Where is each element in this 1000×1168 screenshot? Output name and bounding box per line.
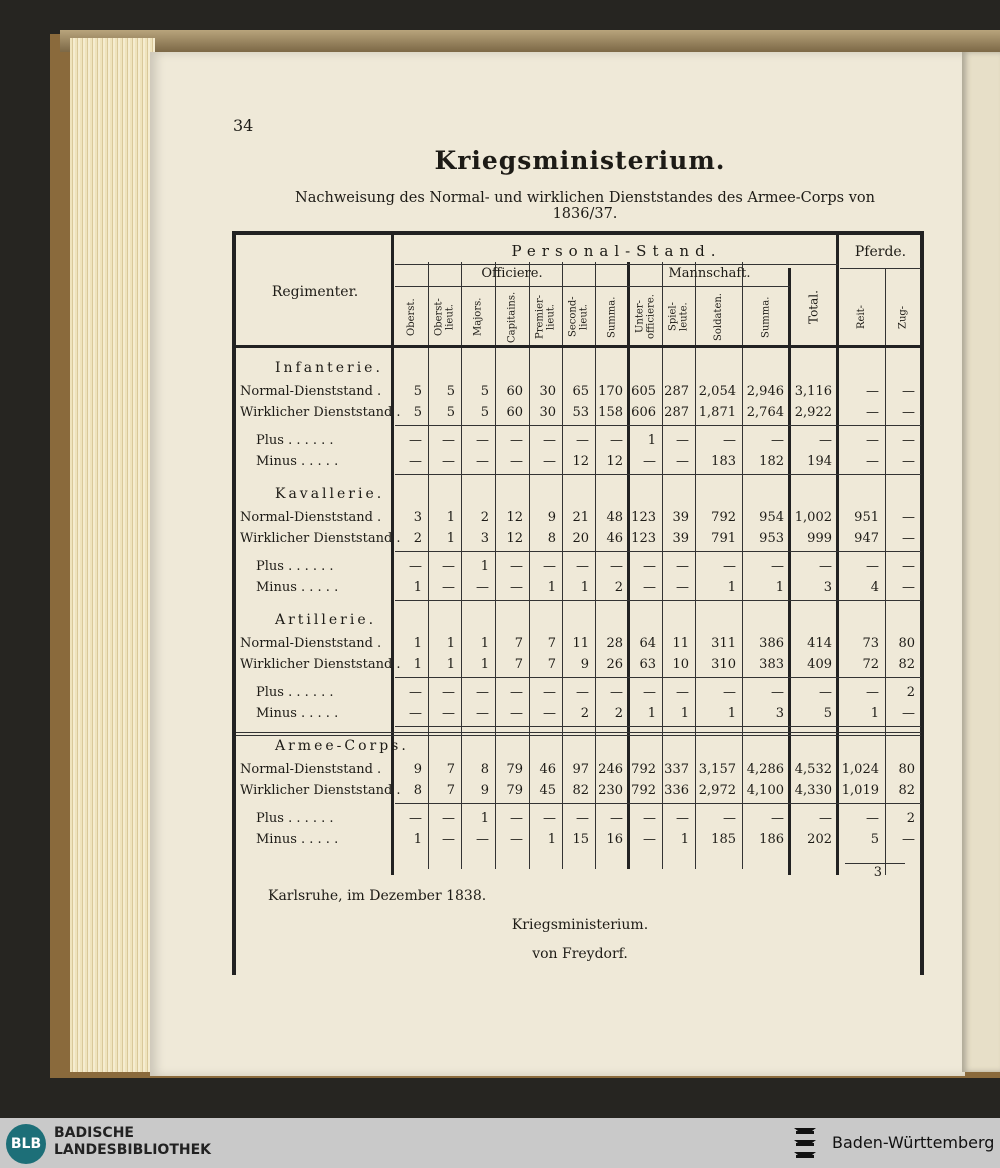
- cell-value: 2,764: [746, 404, 784, 420]
- cell-value: —: [902, 384, 915, 399]
- cell-value: 30: [539, 404, 556, 420]
- cell-value: —: [902, 453, 915, 469]
- cell-value: —: [866, 559, 879, 574]
- cell-value: 82: [572, 782, 589, 798]
- cell-value: 5: [446, 384, 455, 399]
- column-head: Summa.: [606, 296, 618, 338]
- cell-value: 183: [711, 453, 736, 469]
- cell-value: 186: [759, 831, 784, 847]
- column-head: Reit-: [856, 304, 867, 330]
- cell-value: 12: [572, 453, 589, 469]
- cell-value: 1: [480, 636, 489, 651]
- cell-value: 2,922: [794, 404, 832, 420]
- cell-value: 9: [547, 510, 556, 525]
- cell-value: 3: [823, 579, 832, 595]
- header-mannschaft: Mannschaft.: [668, 266, 751, 281]
- cell-value: —: [771, 559, 784, 574]
- page-title: Kriegsministerium.: [434, 146, 726, 175]
- cell-value: —: [723, 811, 736, 826]
- cell-value: 414: [807, 636, 832, 651]
- cell-value: 82: [898, 782, 915, 798]
- cell-value: 4: [870, 579, 879, 595]
- cell-value: —: [476, 705, 489, 721]
- cell-value: 287: [664, 404, 689, 420]
- cell-value: 246: [598, 762, 623, 777]
- cell-value: —: [866, 404, 879, 420]
- cell-value: 5: [413, 404, 422, 420]
- cell-value: 28: [606, 636, 623, 651]
- cell-value: —: [902, 530, 915, 546]
- cell-value: —: [409, 433, 422, 448]
- cell-value: —: [723, 559, 736, 574]
- cell-value: 1: [547, 579, 556, 595]
- cell-value: 4,532: [794, 762, 832, 777]
- cell-value: —: [643, 579, 656, 595]
- blb-line-2: LANDESBIBLIOTHEK: [54, 1142, 212, 1158]
- row-rule: [395, 425, 921, 426]
- cell-value: 2,972: [698, 782, 736, 798]
- cell-value: —: [510, 685, 523, 700]
- cell-value: 64: [639, 636, 656, 651]
- cell-value: 1: [446, 656, 455, 672]
- cell-value: 1,002: [794, 510, 832, 525]
- cell-value: —: [643, 685, 656, 700]
- header-personal: Personal-Stand.: [511, 242, 722, 260]
- section-rule: [236, 732, 921, 736]
- cell-value: —: [676, 685, 689, 700]
- row-label: Plus . . . . . .: [256, 685, 334, 700]
- column-head: Majors.: [472, 297, 484, 337]
- cell-value: 1,019: [841, 782, 879, 798]
- cell-value: 3,157: [698, 762, 736, 777]
- cell-value: —: [576, 559, 589, 574]
- column-head: Capitains.: [506, 291, 518, 343]
- cell-value: 1: [580, 579, 589, 595]
- cell-value: 7: [547, 656, 556, 672]
- cell-value: 3,116: [794, 384, 832, 399]
- cell-value: —: [723, 685, 736, 700]
- cell-value: 383: [759, 656, 784, 672]
- cell-value: 2: [614, 579, 623, 595]
- cell-value: 5: [413, 384, 422, 399]
- cell-value: 202: [807, 831, 832, 847]
- cell-value: —: [409, 705, 422, 721]
- cell-value: 5: [823, 705, 832, 721]
- column-head: Premier-lieut.: [534, 294, 557, 340]
- cell-value: 287: [664, 384, 689, 399]
- cell-value: 8: [547, 530, 556, 546]
- column-head: Unter-officiere.: [634, 294, 657, 340]
- cell-value: —: [476, 831, 489, 847]
- column-head: Spiel-leute.: [667, 302, 690, 332]
- cell-value: 1,024: [841, 762, 879, 777]
- cell-value: —: [476, 685, 489, 700]
- cell-value: 46: [539, 762, 556, 777]
- header-pferde: Pferde.: [854, 244, 907, 260]
- cell-value: 123: [631, 530, 656, 546]
- cell-value: —: [543, 453, 556, 469]
- cell-value: 2,054: [698, 384, 736, 399]
- cell-value: —: [610, 559, 623, 574]
- section-title: Artillerie.: [275, 612, 377, 628]
- cell-value: 7: [514, 636, 523, 651]
- cell-value: 336: [664, 782, 689, 798]
- section-title: Infanterie.: [275, 360, 383, 376]
- page-edges: [70, 38, 155, 1072]
- cell-value: —: [819, 685, 832, 700]
- cell-value: 2: [413, 530, 422, 546]
- cell-value: 1: [480, 559, 489, 574]
- cell-value: 311: [711, 636, 736, 651]
- cell-value: —: [866, 433, 879, 448]
- column-head: Total.: [806, 290, 821, 324]
- cell-value: —: [510, 559, 523, 574]
- cell-value: 72: [862, 656, 879, 672]
- cell-value: —: [676, 433, 689, 448]
- row-label: Plus . . . . . .: [256, 433, 334, 448]
- cell-value: 2: [480, 510, 489, 525]
- row-label: Minus . . . . .: [256, 453, 339, 469]
- pferde-underline: [845, 863, 905, 864]
- cell-value: 65: [572, 384, 589, 399]
- row-label: Normal-Dienststand .: [240, 510, 382, 525]
- cell-value: —: [576, 433, 589, 448]
- cell-value: 7: [446, 762, 455, 777]
- cell-value: 947: [854, 530, 879, 546]
- cell-value: —: [902, 404, 915, 420]
- cell-value: —: [819, 811, 832, 826]
- cell-value: —: [902, 831, 915, 847]
- cell-value: —: [676, 579, 689, 595]
- cell-value: —: [476, 433, 489, 448]
- row-label: Minus . . . . .: [256, 705, 339, 721]
- cell-value: —: [819, 433, 832, 448]
- rule-label-divider: [391, 235, 394, 875]
- cell-value: —: [476, 453, 489, 469]
- cell-value: —: [543, 811, 556, 826]
- cell-value: 39: [672, 530, 689, 546]
- cell-value: —: [676, 559, 689, 574]
- cell-value: 26: [606, 656, 623, 672]
- cell-value: —: [510, 705, 523, 721]
- cell-value: 4,330: [794, 782, 832, 798]
- section-title: Kavallerie.: [275, 486, 385, 502]
- cell-value: 21: [572, 510, 589, 525]
- cell-value: 158: [598, 404, 623, 420]
- table-frame: [232, 231, 924, 975]
- header-regiments: Regimenter.: [271, 284, 359, 300]
- cell-value: —: [442, 433, 455, 448]
- cell-value: 10: [672, 656, 689, 672]
- cell-value: 39: [672, 510, 689, 525]
- row-label: Normal-Dienststand .: [240, 384, 382, 399]
- cell-value: 7: [514, 656, 523, 672]
- column-head: Zug-: [897, 305, 909, 329]
- section-title: Armee-Corps.: [275, 738, 409, 754]
- row-label: Plus . . . . . .: [256, 559, 334, 574]
- cell-value: 7: [547, 636, 556, 651]
- cell-value: —: [576, 811, 589, 826]
- cell-value: —: [866, 384, 879, 399]
- column-head: Soldaten.: [713, 293, 724, 341]
- row-label: Wirklicher Dienststand .: [240, 530, 401, 546]
- cell-value: 792: [631, 762, 656, 777]
- cell-value: 3: [775, 705, 784, 721]
- column-head: Summa.: [760, 296, 772, 338]
- cell-value: 12: [506, 510, 523, 525]
- cell-value: 5: [480, 384, 489, 399]
- cell-value: 11: [672, 636, 689, 651]
- header-officiere: Officiere.: [481, 266, 543, 281]
- cell-value: 12: [506, 530, 523, 546]
- cell-value: —: [409, 559, 422, 574]
- cell-value: 3: [480, 530, 489, 546]
- cell-value: —: [643, 559, 656, 574]
- rule-header-bottom: [236, 345, 921, 348]
- cell-value: 5: [446, 404, 455, 420]
- cell-value: 1: [413, 831, 422, 847]
- cell-value: —: [442, 811, 455, 826]
- cell-value: —: [902, 559, 915, 574]
- cell-value: 30: [539, 384, 556, 399]
- cell-value: 170: [598, 384, 623, 399]
- cell-value: 2,946: [746, 384, 784, 399]
- bw-label[interactable]: Baden-Württemberg: [832, 1133, 995, 1152]
- column-head: Oberst-lieut.: [433, 298, 456, 336]
- cell-value: 97: [572, 762, 589, 777]
- cell-value: —: [442, 831, 455, 847]
- cell-value: 9: [480, 782, 489, 798]
- cell-value: 953: [759, 530, 784, 546]
- cell-value: 15: [572, 831, 589, 847]
- cell-value: 12: [606, 453, 623, 469]
- row-label: Normal-Dienststand .: [240, 636, 382, 651]
- cell-value: 1: [446, 636, 455, 651]
- cell-value: —: [902, 510, 915, 525]
- cell-value: —: [442, 685, 455, 700]
- row-label: Minus . . . . .: [256, 579, 339, 595]
- cell-value: 79: [506, 762, 523, 777]
- signature-name: von Freydorf.: [532, 946, 628, 962]
- cell-value: 951: [854, 510, 879, 525]
- cell-value: —: [902, 433, 915, 448]
- cell-value: 48: [606, 510, 623, 525]
- cell-value: —: [510, 433, 523, 448]
- cell-value: 2: [580, 705, 589, 721]
- cell-value: 53: [572, 404, 589, 420]
- cell-value: —: [676, 453, 689, 469]
- cell-value: 11: [572, 636, 589, 651]
- cell-value: 80: [898, 762, 915, 777]
- cell-value: 606: [631, 404, 656, 420]
- cell-value: 185: [711, 831, 736, 847]
- row-label: Minus . . . . .: [256, 831, 339, 847]
- cell-value: 5: [870, 831, 879, 847]
- cell-value: —: [643, 831, 656, 847]
- cell-value: 230: [598, 782, 623, 798]
- cell-value: 792: [631, 782, 656, 798]
- column-rule: [836, 235, 839, 875]
- row-rule: [395, 726, 921, 727]
- cell-value: —: [442, 579, 455, 595]
- blb-line-1: BADISCHE: [54, 1125, 134, 1141]
- cell-value: 1: [446, 530, 455, 546]
- cell-value: 1,871: [698, 404, 736, 420]
- cell-value: 1: [775, 579, 784, 595]
- cell-value: —: [510, 453, 523, 469]
- cell-value: 1: [727, 579, 736, 595]
- cell-value: —: [771, 811, 784, 826]
- cell-value: —: [902, 579, 915, 595]
- cell-value: 123: [631, 510, 656, 525]
- cell-value: 1: [413, 579, 422, 595]
- cell-value: 999: [807, 530, 832, 546]
- cell-value: 1: [870, 705, 879, 721]
- book-spine-top: [60, 30, 1000, 52]
- page-subtitle: Nachweisung des Normal- und wirklichen Dienststandes des Armee-Corps von 1836/37.: [295, 190, 875, 222]
- cell-value: 1: [480, 811, 489, 826]
- cell-value: —: [676, 811, 689, 826]
- cell-value: —: [409, 685, 422, 700]
- cell-value: 60: [506, 384, 523, 399]
- rule-under-pferde: [840, 268, 921, 269]
- cell-value: 310: [711, 656, 736, 672]
- cell-value: —: [610, 685, 623, 700]
- cell-value: 79: [506, 782, 523, 798]
- cell-value: —: [610, 811, 623, 826]
- row-label: Plus . . . . . .: [256, 811, 334, 826]
- cell-value: —: [510, 579, 523, 595]
- cell-value: —: [510, 811, 523, 826]
- cell-value: 1: [680, 831, 689, 847]
- row-rule: [395, 677, 921, 678]
- cell-value: —: [543, 685, 556, 700]
- rule-under-officiere: [395, 286, 790, 287]
- cell-value: —: [643, 811, 656, 826]
- cell-value: —: [819, 559, 832, 574]
- cell-value: 20: [572, 530, 589, 546]
- cell-value: —: [543, 559, 556, 574]
- cell-value: —: [866, 811, 879, 826]
- cell-value: 9: [580, 656, 589, 672]
- cell-value: 182: [759, 453, 784, 469]
- cell-value: —: [723, 433, 736, 448]
- blb-name[interactable]: [54, 1125, 211, 1159]
- cell-value: 1: [446, 510, 455, 525]
- cell-value: 386: [759, 636, 784, 651]
- cell-value: —: [576, 685, 589, 700]
- cell-value: 4,286: [746, 762, 784, 777]
- cell-value: 4,100: [746, 782, 784, 798]
- cell-value: 2: [906, 685, 915, 700]
- cell-value: 1: [413, 636, 422, 651]
- row-rule: [395, 551, 921, 552]
- cell-value: —: [510, 831, 523, 847]
- cell-value: 2: [906, 811, 915, 826]
- cell-value: 792: [711, 510, 736, 525]
- cell-value: 8: [480, 762, 489, 777]
- cell-value: 45: [539, 782, 556, 798]
- row-label: Wirklicher Dienststand .: [240, 656, 401, 672]
- cell-value: —: [643, 453, 656, 469]
- cell-value: 80: [898, 636, 915, 651]
- rule-under-personal: [395, 264, 838, 265]
- cell-value: 2: [614, 705, 623, 721]
- cell-value: —: [476, 579, 489, 595]
- column-head: Oberst.: [406, 298, 417, 336]
- row-label: Wirklicher Dienststand .: [240, 404, 401, 420]
- cell-value: 82: [898, 656, 915, 672]
- cell-value: 1: [727, 705, 736, 721]
- cell-value: 1: [547, 831, 556, 847]
- cell-value: 337: [664, 762, 689, 777]
- cell-value: 63: [639, 656, 656, 672]
- cell-value: 9: [413, 762, 422, 777]
- cell-value: 954: [759, 510, 784, 525]
- facing-page: [962, 52, 1000, 1072]
- cell-value: —: [409, 453, 422, 469]
- cell-value: 1: [647, 433, 656, 448]
- column-head: Second-lieut.: [567, 296, 590, 338]
- row-label: Normal-Dienststand .: [240, 762, 382, 777]
- cell-value: 3: [413, 510, 422, 525]
- cell-value: —: [442, 559, 455, 574]
- cell-value: —: [442, 453, 455, 469]
- cell-value: 73: [862, 636, 879, 651]
- cell-value: —: [543, 433, 556, 448]
- cell-value: —: [442, 705, 455, 721]
- cell-value: —: [866, 685, 879, 700]
- cell-value: —: [610, 433, 623, 448]
- cell-value: —: [771, 685, 784, 700]
- cell-value: —: [771, 433, 784, 448]
- cell-value: —: [409, 811, 422, 826]
- signature-office: Kriegsministerium.: [511, 917, 649, 933]
- row-label: Wirklicher Dienststand .: [240, 782, 401, 798]
- cell-value: 409: [807, 656, 832, 672]
- cell-value: 8: [413, 782, 422, 798]
- cell-value: —: [902, 705, 915, 721]
- extra-note: 3: [873, 865, 882, 880]
- cell-value: 605: [631, 384, 656, 399]
- cell-value: 7: [446, 782, 455, 798]
- cell-value: 46: [606, 530, 623, 546]
- cell-value: 60: [506, 404, 523, 420]
- row-rule: [395, 474, 921, 475]
- cell-value: —: [543, 705, 556, 721]
- row-rule: [395, 803, 921, 804]
- cell-value: 1: [680, 705, 689, 721]
- cell-value: 1: [413, 656, 422, 672]
- cell-value: 5: [480, 404, 489, 420]
- cell-value: 194: [807, 453, 832, 469]
- cell-value: —: [866, 453, 879, 469]
- place-date: Karlsruhe, im Dezember 1838.: [268, 888, 487, 904]
- cell-value: 1: [647, 705, 656, 721]
- cell-value: 16: [606, 831, 623, 847]
- blb-logo[interactable]: BLB: [6, 1124, 46, 1164]
- page-number: 34: [233, 116, 254, 135]
- cell-value: 791: [711, 530, 736, 546]
- cell-value: 1: [480, 656, 489, 672]
- row-rule: [395, 600, 921, 601]
- three-lions-icon: [792, 1124, 820, 1162]
